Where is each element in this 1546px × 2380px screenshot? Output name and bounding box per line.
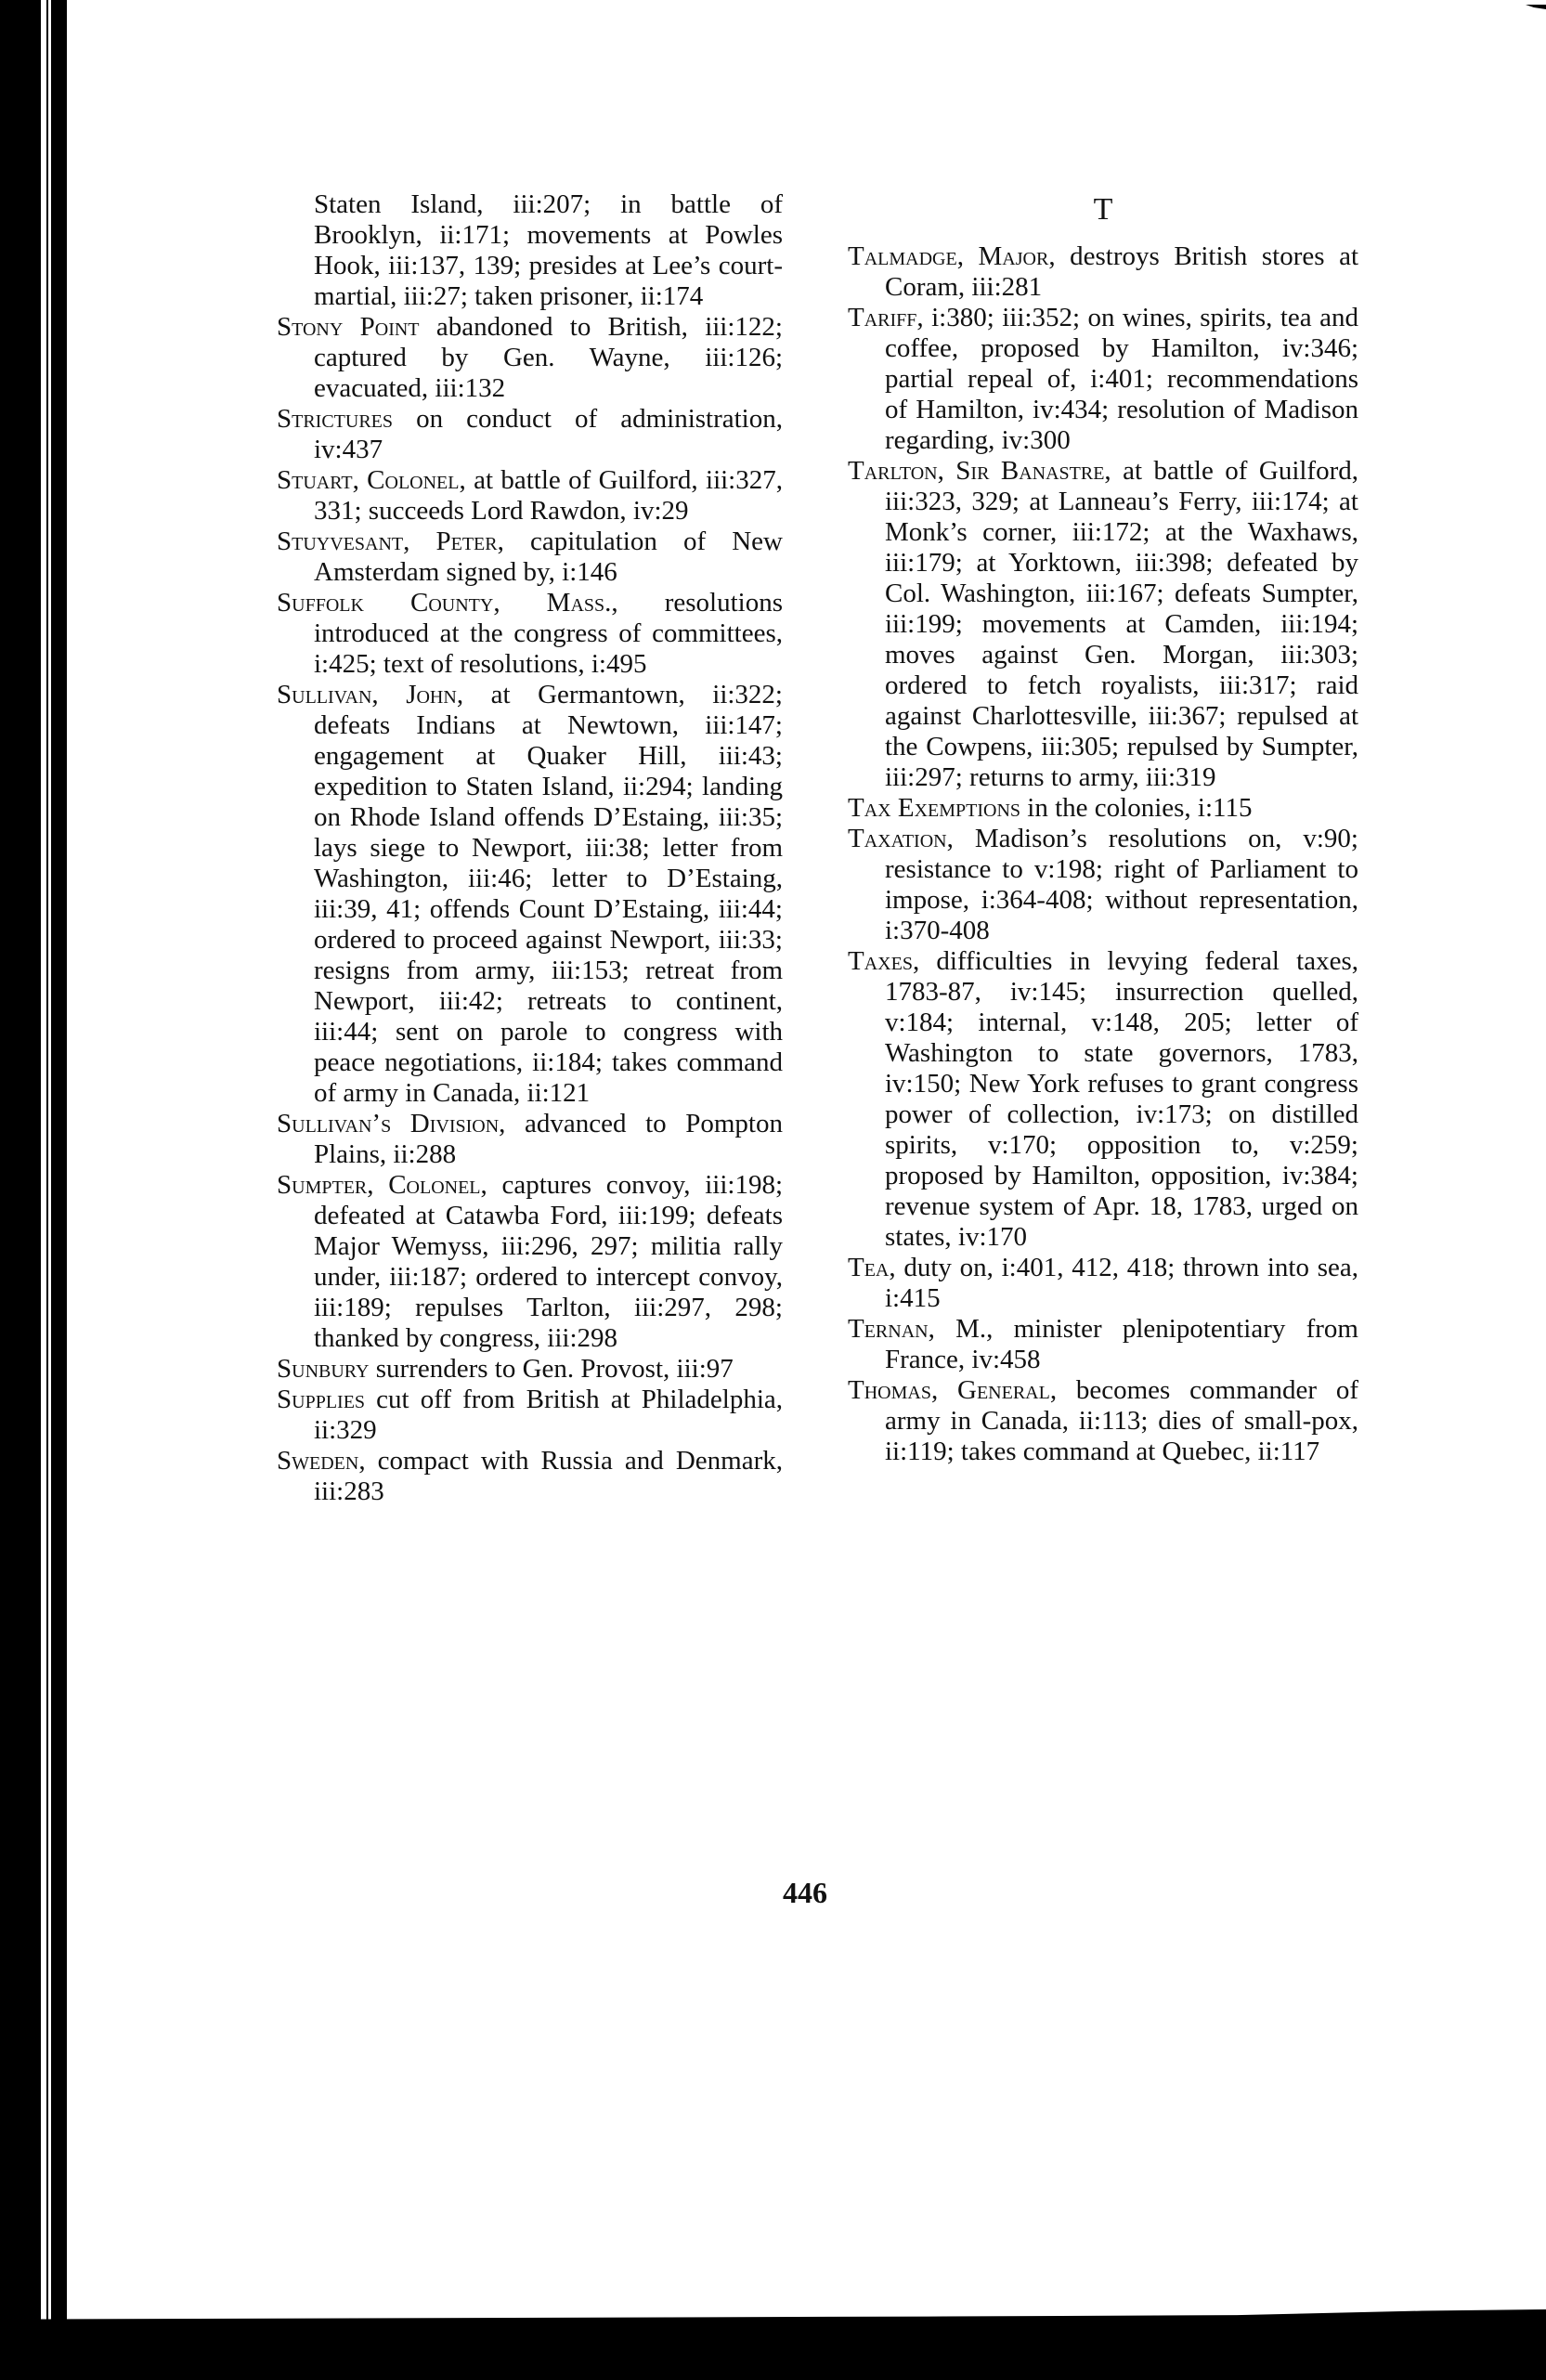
- index-entry: [277, 404, 783, 465]
- entry-text: , advanced to Pompton Plains, ii:288: [314, 1109, 783, 1169]
- entry-headword: Sumpter, Colonel: [277, 1170, 481, 1200]
- entry-text: , at battle of Guilford, iii:327, 331; succeeds Lord Rawdon, iv:29: [314, 465, 783, 526]
- entry-text: , at battle of Guilford, iii:323, 329; at Lanneau’s Ferry, iii:174; at Monk’s corner, iii:172; at the Waxhaws, iii:179; at Yorktown, iii:398; defeated by Col. Washington, iii:167; defeats Sumpter, iii:199; movements at Camden, iii:194; moves against Gen. Morgan, iii:303; ordered to fetch royalists, iii:317; raid against Charlottesville, iii:367; repulsed at the Cowpens, iii:305; repulsed by Sumpter, iii:297; returns to army, iii:319: [885, 456, 1358, 792]
- index-entry: [848, 1314, 1358, 1375]
- entry-headword: Sweden: [277, 1446, 359, 1476]
- entry-text: , duty on, i:401, 412, 418; thrown into sea, i:415: [885, 1253, 1358, 1313]
- entry-headword: Strictures: [277, 404, 394, 434]
- index-entry: [848, 241, 1358, 303]
- index-entry: [277, 465, 783, 527]
- index-entry: [277, 527, 783, 588]
- entry-headword: Thomas, General: [848, 1375, 1050, 1405]
- page-number: 446: [783, 1876, 827, 1909]
- index-entry: [848, 793, 1358, 824]
- entry-headword: Supplies: [277, 1385, 366, 1414]
- entry-text: in the colonies, i:115: [1020, 793, 1253, 823]
- entry-text: , i:380; iii:352; on wines, spirits, tea and coffee, proposed by Hamilton, iv:346; partial repeal of, i:401; recommendations of Hamilton, iv:434; resolution of Madison regarding, iv:300: [885, 303, 1358, 455]
- entry-headword: Tea: [848, 1253, 890, 1282]
- scan-bottom-edge: [0, 2309, 1546, 2380]
- entry-headword: Taxation: [848, 824, 947, 853]
- index-entry: [277, 312, 783, 404]
- entry-headword: Taxes: [848, 946, 913, 976]
- entry-headword: Sullivan’s Division: [277, 1109, 500, 1138]
- binding-gap: [48, 0, 51, 2321]
- index-entry: [277, 1354, 783, 1385]
- entry-headword: Tarlton, Sir Banastre: [848, 456, 1105, 486]
- entry-text: , minister plenipotentiary from France, iv:458: [885, 1314, 1358, 1374]
- entry-text: , compact with Russia and Denmark, iii:283: [314, 1446, 783, 1506]
- entry-text: , becomes commander of army in Canada, ii:113; dies of small-pox, ii:119; takes command at Quebec, ii:117: [885, 1375, 1358, 1466]
- index-column-right: [848, 189, 1358, 1467]
- entry-headword: Sunbury: [277, 1354, 370, 1384]
- index-entry: [277, 1170, 783, 1354]
- entry-headword: Sullivan, John: [277, 680, 457, 709]
- section-letter-heading: T: [1093, 192, 1113, 227]
- index-entry: [277, 680, 783, 1109]
- index-entry: [848, 824, 1358, 946]
- entry-headword: Stuyvesant, Peter: [277, 527, 498, 556]
- index-entry: [277, 1385, 783, 1446]
- index-entry: [848, 303, 1358, 456]
- entry-text: abandoned to British, iii:122; captured by Gen. Wayne, iii:126; evacuated, iii:132: [314, 312, 783, 403]
- entry-headword: Tax Exemptions: [848, 793, 1021, 823]
- entry-headword: Talmadge, Major: [848, 241, 1049, 271]
- binding-line: [58, 0, 60, 2321]
- entry-text: , captures convoy, iii:198; defeated at Catawba Ford, iii:199; defeats Major Wemyss, iii:296, 297; militia rally under, iii:187; ordered to intercept convoy, iii:189; repulses Tarlton, iii:297, 298; thanked by congress, iii:298: [314, 1170, 784, 1353]
- entry-headword: Suffolk County, Mass.: [277, 588, 612, 618]
- entry-text: cut off from British at Philadelphia, ii:329: [314, 1385, 783, 1445]
- index-entry-continuation: Staten Island, iii:207; in battle of Brooklyn, ii:171; movements at Powles Hook, iii:137, 139; presides at Lee’s court-martial, iii:27; taken prisoner, ii:174: [314, 189, 783, 311]
- binding-gap: [41, 0, 46, 2321]
- index-entry: [277, 1109, 783, 1170]
- entry-text: , capitulation of New Amsterdam signed by, i:146: [314, 527, 783, 587]
- index-entry: [277, 588, 783, 680]
- entry-text: on conduct of administration, iv:437: [314, 404, 783, 464]
- entry-text: , difficulties in levying federal taxes, 1783-87, iv:145; insurrection quelled, v:184; internal, v:148, 205; letter of Washington to state governors, 1783, iv:150; New York refuses to grant congress power of collection, iv:173; on distilled spirits, v:170; opposition to, v:259; proposed by Hamilton, opposition, iv:384; revenue system of Apr. 18, 1783, urged on states, iv:170: [885, 946, 1358, 1252]
- entry-headword: Tariff: [848, 303, 917, 332]
- index-entry: [848, 1253, 1358, 1314]
- index-entry: [848, 456, 1358, 793]
- entry-headword: Stuart, Colonel: [277, 465, 460, 495]
- entry-text: , destroys British stores at Coram, iii:281: [885, 241, 1359, 302]
- entry-headword: Stony Point: [277, 312, 420, 342]
- index-entry: [848, 1375, 1358, 1467]
- entry-text: , at Germantown, ii:322; defeats Indians at Newtown, iii:147; engagement at Quaker Hill, iii:43; expedition to Staten Island, ii:294; landing on Rhode Island offends D’Estaing, iii:35; lays siege to Newport, iii:38; letter from Washington, iii:46; letter to D’Estaing, iii:39, 41; offends Count D’Estaing, iii:44; ordered to proceed against Newport, iii:33; resigns from army, iii:153; retreat from Newport, iii:42; retreats to continent, iii:44; sent on parole to congress with peace negotiations, ii:184; takes command of army in Canada, ii:121: [314, 680, 783, 1108]
- entry-headword: Ternan, M.: [848, 1314, 987, 1344]
- entry-text: , Madison’s resolutions on, v:90; resistance to v:198; right of Parliament to impose, i:364-408; without representation, i:370-408: [885, 824, 1358, 945]
- index-entry: [277, 1446, 783, 1507]
- entry-text: , resolutions introduced at the congress of committees, i:425; text of resolutions, i:495: [314, 588, 783, 679]
- index-column-left: [277, 189, 783, 1507]
- index-entry: [848, 946, 1358, 1253]
- scan-corner-mark: [1526, 5, 1546, 9]
- entry-text: surrenders to Gen. Provost, iii:97: [369, 1354, 734, 1384]
